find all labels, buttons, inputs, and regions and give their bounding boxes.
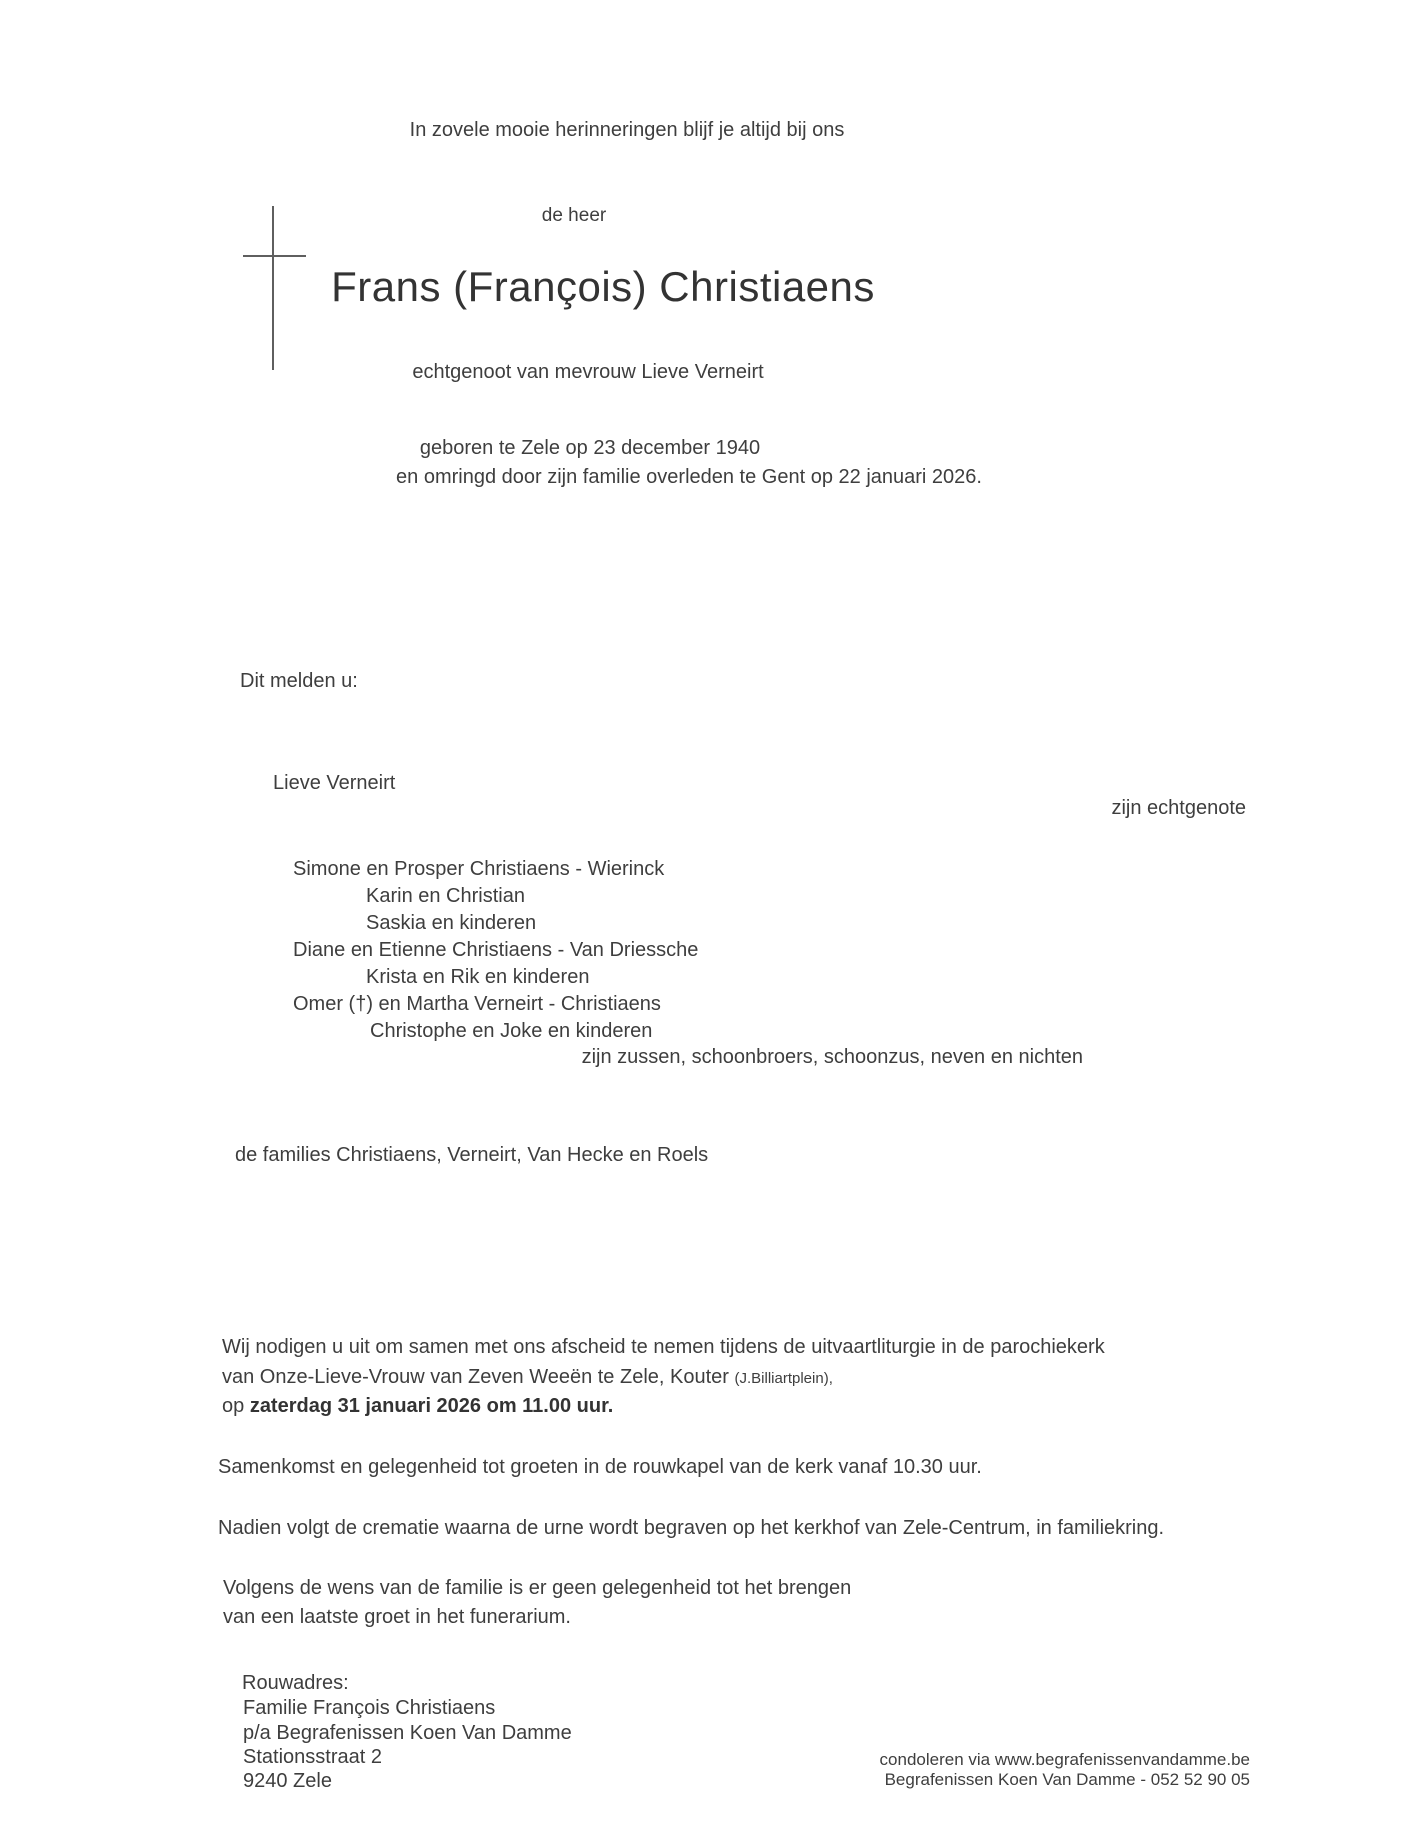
mourning-address-label: Rouwadres: [242,1672,349,1694]
family-member: Krista en Rik en kinderen [366,966,590,988]
ceremony-invitation-line1: Wij nodigen u uit om samen met ons afscheid te nemen tijdens de uitvaartliturgie in de parochiekerk [222,1336,1105,1358]
cremation-line: Nadien volgt de crematie waarna de urne wordt begraven op het kerkhof van Zele-Centrum, in familiekring. [218,1517,1165,1539]
mourning-address-line: 9240 Zele [243,1770,332,1792]
ceremony-date: zaterdag 31 januari 2026 om 11.00 uur. [249,1395,614,1417]
condolence-website-line: condoleren via www.begrafenissenvandamme.be [879,1750,1250,1769]
family-wish-line1: Volgens de wens van de familie is er geen gelegenheid tot het brengen [223,1577,852,1599]
ceremony-date-prefix: op [222,1395,250,1417]
family-role: zijn zussen, schoonbroers, schoonzus, neven en nichten [581,1046,1083,1068]
family-member: Saskia en kinderen [366,912,537,934]
family-member: Karin en Christian [366,885,525,907]
ceremony-invitation-line2 [222,1365,833,1389]
spouse-line: echtgenoot van mevrouw Lieve Verneirt [412,361,764,383]
ceremony-location: van Onze-Lieve-Vrouw van Zeven Weeën te Zele, Kouter [222,1366,735,1388]
mourning-address-line: Stationsstraat 2 [243,1746,382,1768]
spouse-role: zijn echtgenote [1111,797,1246,819]
death-line: en omringd door zijn familie overleden te Gent op 22 januari 2026. [396,466,982,488]
family-member: Christophe en Joke en kinderen [370,1020,653,1042]
announce-intro: Dit melden u: [240,670,358,692]
family-member: Diane en Etienne Christiaens - Van Driessche [293,939,699,961]
spouse-name: Lieve Verneirt [273,772,396,794]
family-wish-line2: van een laatste groet in het funerarium. [223,1606,571,1628]
opening-quote: In zovele mooie herinneringen blijf je altijd bij ons [409,119,845,141]
birth-line: geboren te Zele op 23 december 1940 [419,437,761,459]
family-member: Simone en Prosper Christiaens - Wierinck [293,858,665,880]
families-line: de families Christiaens, Verneirt, Van Hecke en Roels [235,1144,709,1166]
funeral-home-line: Begrafenissen Koen Van Damme - 052 52 90 05 [884,1770,1250,1789]
deceased-name: Frans (François) Christiaens [331,263,875,310]
ceremony-invitation-line3 [222,1394,613,1418]
family-member: Omer (†) en Martha Verneirt - Christiaens [293,993,661,1015]
gathering-line: Samenkomst en gelegenheid tot groeten in de rouwkapel van de kerk vanaf 10.30 uur. [218,1456,982,1478]
ceremony-location-detail: (J.Billiartplein), [734,1370,833,1387]
cross-icon [243,255,306,257]
mourning-address-line: p/a Begrafenissen Koen Van Damme [243,1722,572,1744]
salutation: de heer [541,205,607,226]
cross-icon [272,206,274,370]
mourning-address-line: Familie François Christiaens [243,1697,496,1719]
